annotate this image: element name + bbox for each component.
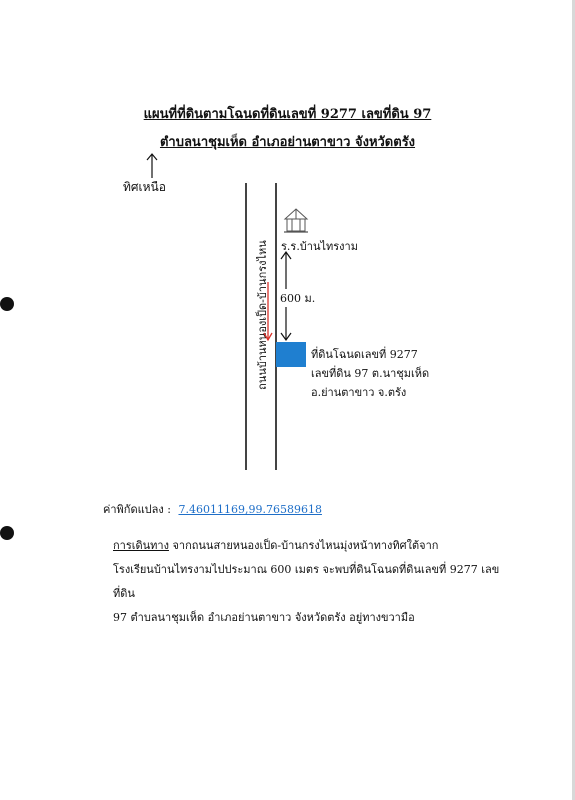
directions-lead: การเดินทาง <box>113 539 169 552</box>
north-arrow-icon <box>146 152 158 178</box>
punch-hole-top <box>0 297 14 311</box>
parcel-label-line-2: เลขที่ดิน 97 ต.นาชุมเห็ด <box>311 367 430 380</box>
title-line-2: ตำบลนาชุมเห็ด อำเภอย่านตาขาว จังหวัดตรัง <box>159 135 416 150</box>
directions-paragraph <box>113 534 513 630</box>
distance-label: 600 ม. <box>279 289 316 307</box>
directions-line-2: โรงเรียนบ้านไทรงามไปประมาณ 600 เมตร จะพบที่ดินโฉนดที่ดินเลขที่ 9277 เลขที่ดิน <box>113 563 500 600</box>
parcel-label-line-3: อ.ย่านตาขาว จ.ตรัง <box>311 386 407 399</box>
red-direction-arrow-icon <box>263 282 273 342</box>
school-label: ร.ร.บ้านไทรงาม <box>281 240 358 253</box>
north-label: ทิศเหนือ <box>123 180 166 194</box>
school-icon <box>282 208 310 234</box>
coordinates-label: ค่าพิกัดแปลง : <box>103 503 171 516</box>
coordinates-value[interactable]: 7.46011169,99.76589618 <box>178 503 322 516</box>
directions-line-1 <box>113 534 513 558</box>
directions-line-1-text: จากถนนสายหนองเป็ด-บ้านกรงไหนมุ่งหน้าทางทิศใต้จาก <box>168 539 439 552</box>
punch-hole-bottom <box>0 526 14 540</box>
title-line-1: แผนที่ที่ดินตามโฉนดที่ดินเลขที่ 9277 เลขที่ดิน 97 <box>143 107 432 122</box>
parcel-label <box>311 345 429 402</box>
parcel-label-line-1: ที่ดินโฉนดเลขที่ 9277 <box>311 348 418 361</box>
land-parcel-marker <box>276 342 306 367</box>
road-label: ถนนบ้านหนองเป็ด-บ้านกรงไหน <box>256 240 269 390</box>
road-line-left <box>245 183 247 470</box>
road-line-right <box>275 183 277 470</box>
directions-line-3: 97 ตำบลนาชุมเห็ด อำเภอย่านตาขาว จังหวัดตรัง อยู่ทางขวามือ <box>113 611 415 624</box>
coordinates <box>103 500 322 518</box>
